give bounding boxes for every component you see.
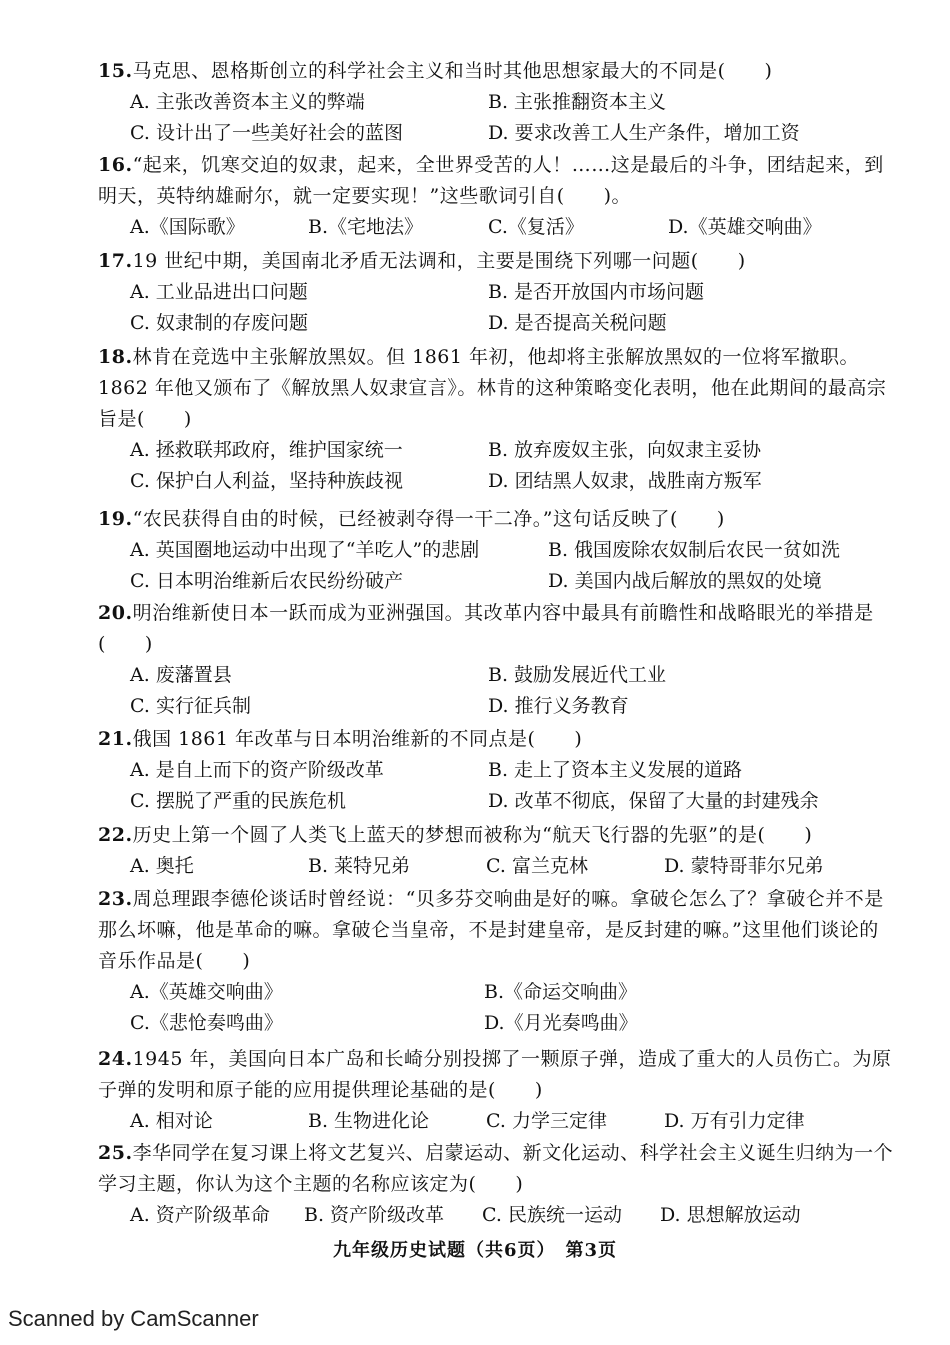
option-a: A.《国际歌》 xyxy=(130,216,245,238)
option-a: A. 资产阶级革命 xyxy=(130,1204,270,1226)
option-a: A. 工业品进出口问题 xyxy=(130,281,308,303)
question-20 xyxy=(98,598,898,722)
question-15 xyxy=(98,56,898,149)
option-b: B.《宅地法》 xyxy=(308,216,424,238)
option-c: C. 奴隶制的存废问题 xyxy=(130,312,308,334)
question-22 xyxy=(98,820,898,882)
option-b: B. 莱特兄弟 xyxy=(308,855,411,877)
question-stem: 明治维新使日本一跃而成为亚洲强国。其改革内容中最具有前瞻性和战略眼光的举措是( ) xyxy=(98,602,874,655)
question-number: 25. xyxy=(98,1142,133,1164)
question-stem: 历史上第一个圆了人类飞上蓝天的梦想而被称为“航天飞行器的先驱”的是( ) xyxy=(132,824,813,846)
option-c: C. 保护白人利益，坚持种族歧视 xyxy=(130,470,403,492)
option-c: C. 力学三定律 xyxy=(486,1110,607,1132)
option-a: A. 废藩置县 xyxy=(130,664,232,686)
option-a: A. 英国圈地运动中出现了“羊吃人”的悲剧 xyxy=(130,539,480,561)
page-footer: 九年级历史试题（共6页） 第3页 xyxy=(332,1240,618,1261)
question-number: 17. xyxy=(98,250,133,272)
option-b: B.《命运交响曲》 xyxy=(484,981,638,1003)
option-d: D. 蒙特哥菲尔兄弟 xyxy=(664,855,824,877)
option-c: C. 设计出了一些美好社会的蓝图 xyxy=(130,122,403,144)
option-d: D.《月光奏鸣曲》 xyxy=(484,1012,638,1034)
question-stem: 李华同学在复习课上将文艺复兴、启蒙运动、新文化运动、科学社会主义诞生归纳为一个学习主题，你认为这个主题的名称应该定为( ) xyxy=(98,1142,894,1195)
option-a: A. 相对论 xyxy=(130,1110,213,1132)
option-d: D.《英雄交响曲》 xyxy=(668,216,822,238)
option-d: D. 万有引力定律 xyxy=(664,1110,805,1132)
question-number: 21. xyxy=(98,728,133,750)
option-d: D. 要求改善工人生产条件，增加工资 xyxy=(488,122,800,144)
option-d: D. 团结黑人奴隶，战胜南方叛军 xyxy=(488,470,762,492)
option-d: D. 思想解放运动 xyxy=(660,1204,801,1226)
question-25 xyxy=(98,1138,898,1231)
question-19 xyxy=(98,504,898,597)
option-d: D. 是否提高关税问题 xyxy=(488,312,667,334)
question-stem: 周总理跟李德伦谈话时曾经说：“贝多芬交响曲是好的嘛。拿破仑怎么了？拿破仑并不是那么坏嘛，他是革命的嘛。拿破仑当皇帝，不是封建皇帝，是反封建的嘛。”这里他们谈论的音乐作品是( ) xyxy=(98,888,884,972)
question-21 xyxy=(98,724,898,817)
option-a: A. 是自上而下的资产阶级改革 xyxy=(130,759,384,781)
option-b: B. 是否开放国内市场问题 xyxy=(488,281,705,303)
question-stem: 1945 年，美国向日本广岛和长崎分别投掷了一颗原子弹，造成了重大的人员伤亡。为原子弹的发明和原子能的应用提供理论基础的是( ) xyxy=(98,1048,892,1101)
option-d: D. 推行义务教育 xyxy=(488,695,629,717)
question-stem: 马克思、恩格斯创立的科学社会主义和当时其他思想家最大的不同是( ) xyxy=(132,60,773,82)
question-stem: “起来，饥寒交迫的奴隶，起来，全世界受苦的人！……这是最后的斗争，团结起来，到明天，英特纳雄耐尔，就一定要实现！”这些歌词引自( )。 xyxy=(98,154,884,207)
question-number: 24. xyxy=(98,1048,133,1070)
question-stem: 19 世纪中期，美国南北矛盾无法调和，主要是围绕下列哪一问题( ) xyxy=(132,250,746,272)
question-stem: 林肯在竞选中主张解放黑奴。但 1861 年初，他却将主张解放黑奴的一位将军撤职。1862 年他又颁布了《解放黑人奴隶宣言》。林肯的这种策略变化表明，他在此期间的最高宗旨是( ) xyxy=(98,346,887,430)
option-a: A.《英雄交响曲》 xyxy=(130,981,283,1003)
question-number: 15. xyxy=(98,60,133,82)
option-a: A. 奥托 xyxy=(130,855,194,877)
question-16 xyxy=(98,150,898,243)
question-number: 16. xyxy=(98,154,133,176)
scanner-watermark: Scanned by CamScanner xyxy=(8,1306,259,1331)
question-number: 20. xyxy=(98,602,133,624)
option-d: D. 改革不彻底，保留了大量的封建残余 xyxy=(488,790,819,812)
question-number: 22. xyxy=(98,824,133,846)
question-24 xyxy=(98,1044,898,1137)
option-c: C.《悲怆奏鸣曲》 xyxy=(130,1012,283,1034)
option-c: C. 日本明治维新后农民纷纷破产 xyxy=(130,570,403,592)
option-b: B. 资产阶级改革 xyxy=(304,1204,445,1226)
question-23 xyxy=(98,884,898,1039)
option-c: C. 民族统一运动 xyxy=(482,1204,622,1226)
option-a: A. 拯救联邦政府，维护国家统一 xyxy=(130,439,403,461)
question-stem: “农民获得自由的时候，已经被剥夺得一干二净。”这句话反映了( ) xyxy=(132,508,725,530)
option-b: B. 鼓励发展近代工业 xyxy=(488,664,667,686)
option-c: C. 实行征兵制 xyxy=(130,695,251,717)
question-number: 19. xyxy=(98,508,133,530)
option-a: A. 主张改善资本主义的弊端 xyxy=(130,91,365,113)
option-b: B. 生物进化论 xyxy=(308,1110,430,1132)
option-c: C.《复活》 xyxy=(488,216,584,238)
question-18 xyxy=(98,342,898,497)
option-b: B. 主张推翻资本主义 xyxy=(488,91,667,113)
option-b: B. 走上了资本主义发展的道路 xyxy=(488,759,743,781)
question-17 xyxy=(98,246,898,339)
option-c: C. 富兰克林 xyxy=(486,855,588,877)
option-c: C. 摆脱了严重的民族危机 xyxy=(130,790,346,812)
option-b: B. 俄国废除农奴制后农民一贫如洗 xyxy=(548,539,841,561)
question-number: 18. xyxy=(98,346,133,368)
option-b: B. 放弃废奴主张，向奴隶主妥协 xyxy=(488,439,762,461)
question-stem: 俄国 1861 年改革与日本明治维新的不同点是( ) xyxy=(132,728,583,750)
option-d: D. 美国内战后解放的黑奴的处境 xyxy=(548,570,822,592)
question-number: 23. xyxy=(98,888,133,910)
